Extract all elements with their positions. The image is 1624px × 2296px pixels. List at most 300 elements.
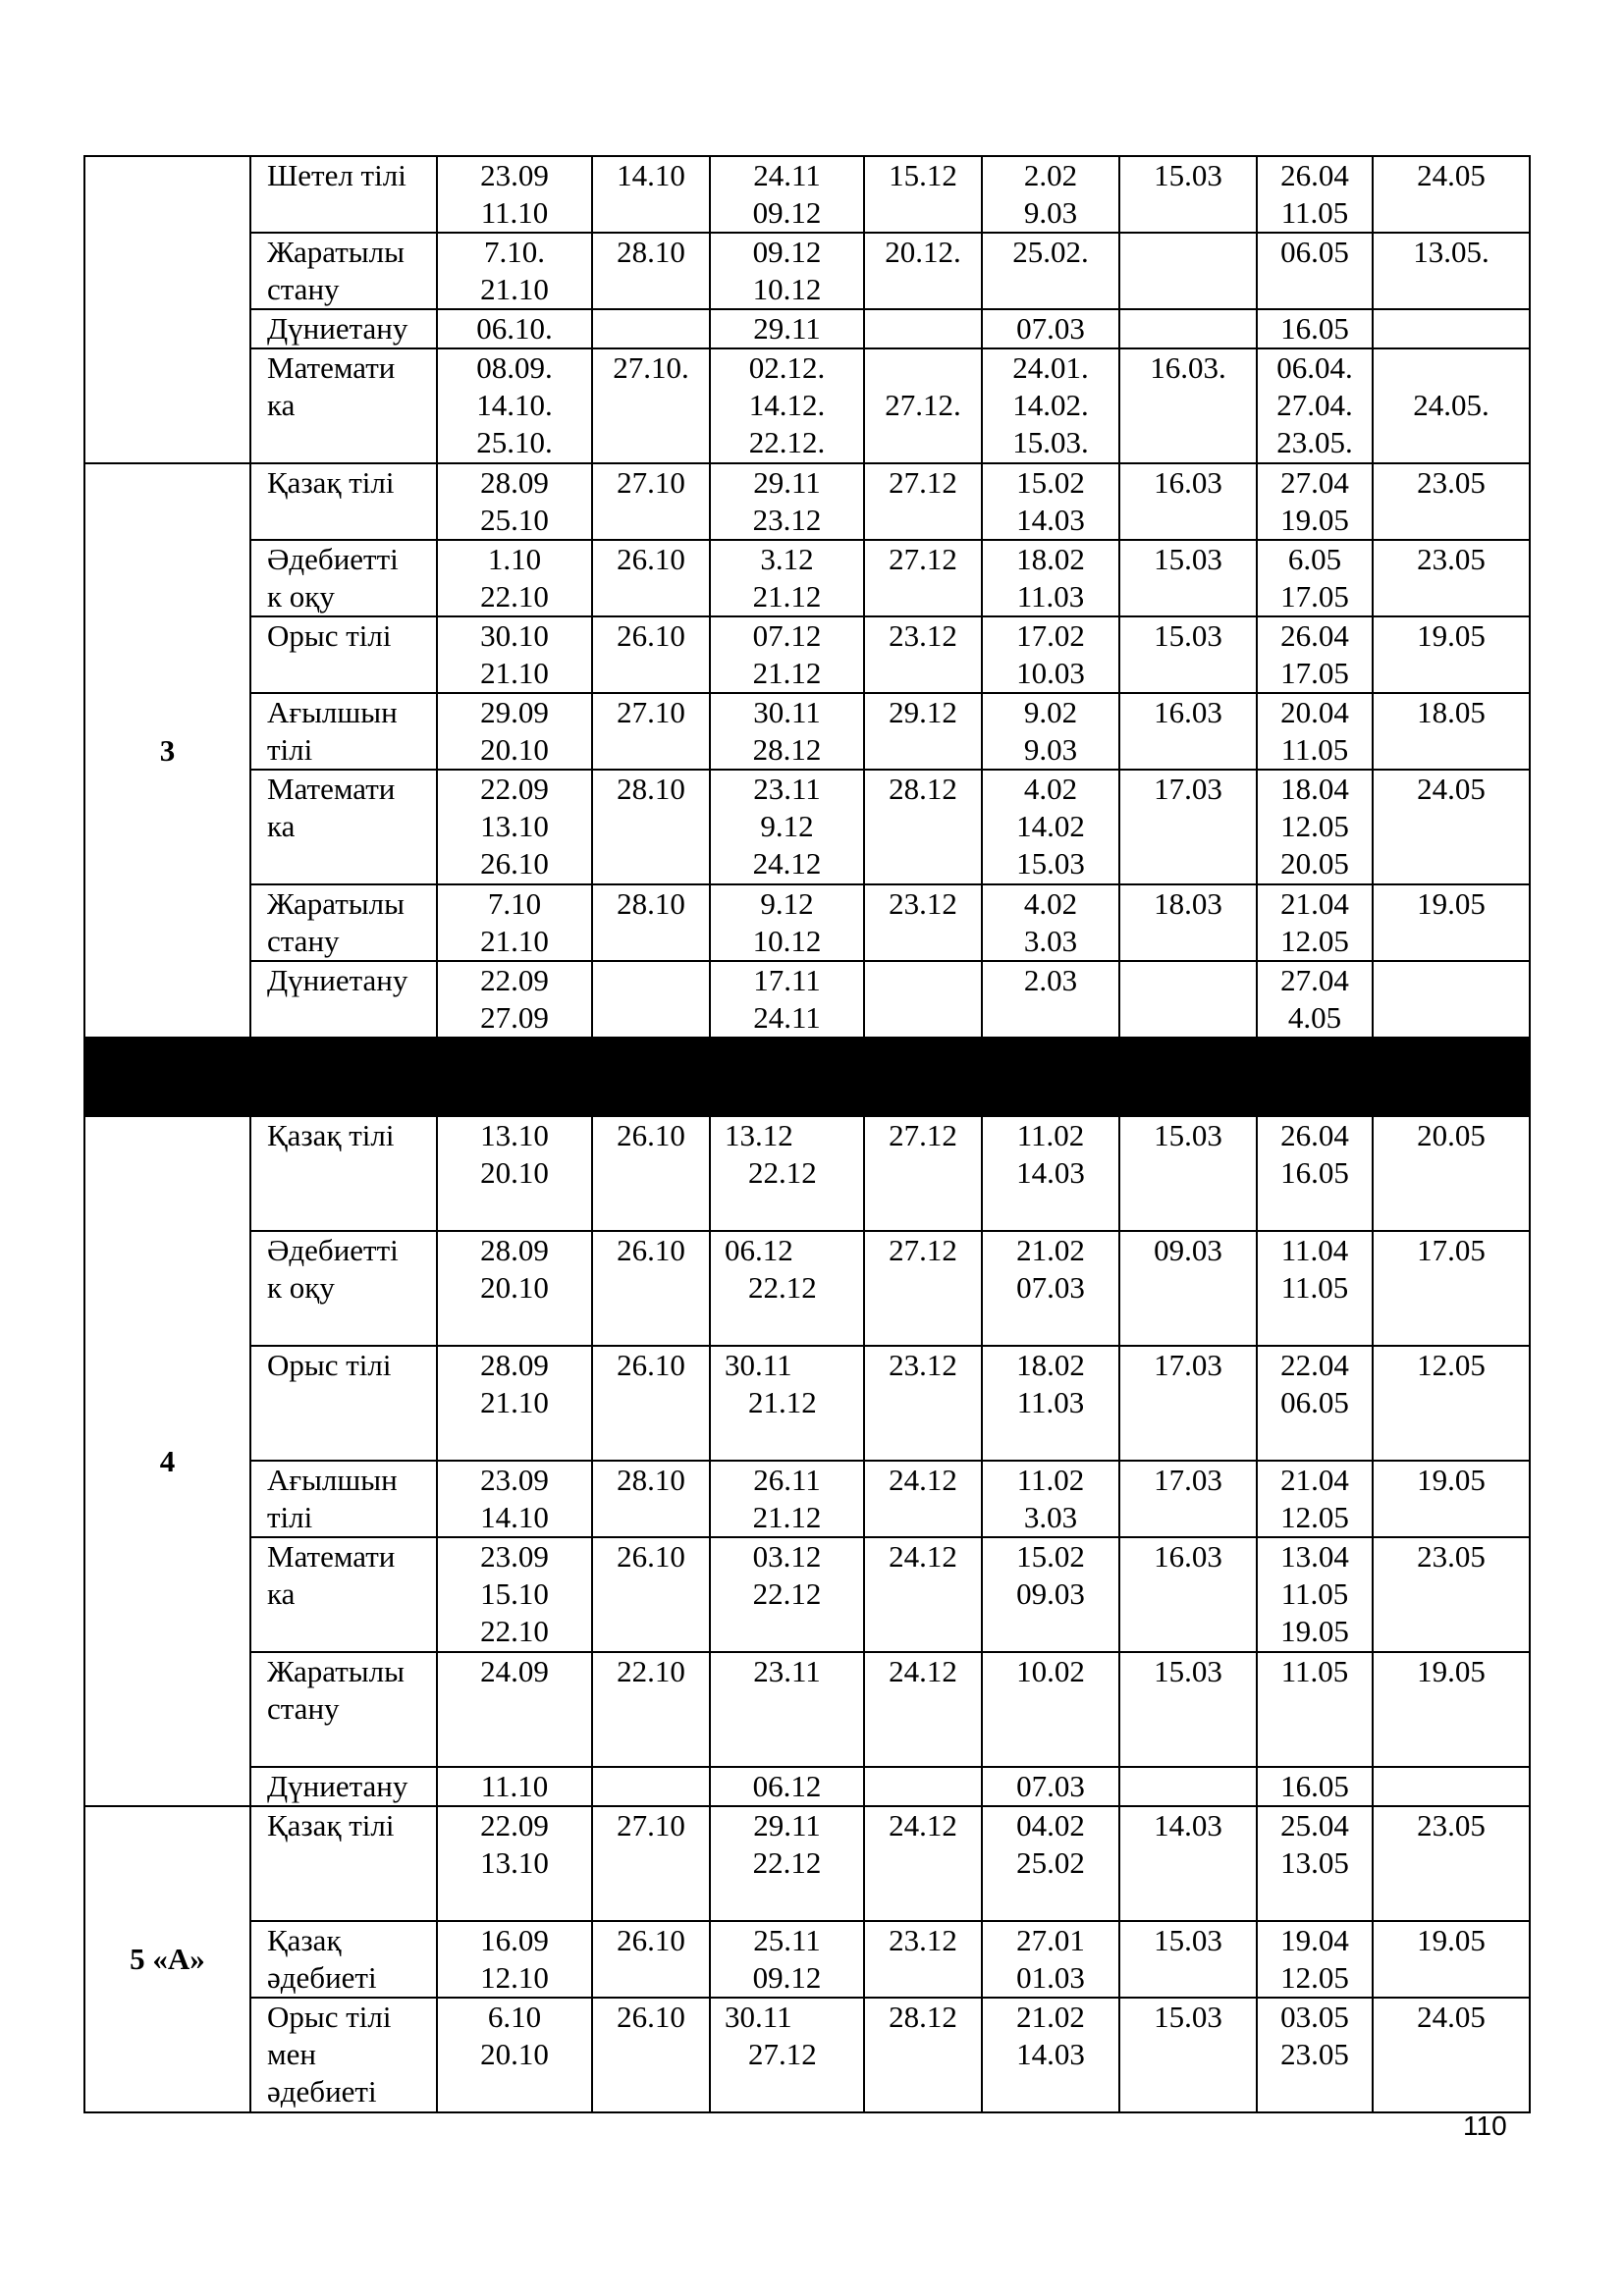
- date-cell: [592, 884, 710, 961]
- date-cell: [710, 1231, 864, 1346]
- table-row: [84, 1461, 1530, 1537]
- subject-line: Орыс тілі: [267, 1348, 392, 1382]
- date-line: 19.05: [1417, 618, 1486, 653]
- date-line: 4.02: [1023, 772, 1078, 806]
- separator-cell: [1257, 1038, 1373, 1077]
- date-line: 24.01.: [1012, 350, 1089, 385]
- date-cell: [437, 540, 592, 616]
- date-line: 23.05: [1417, 1808, 1486, 1842]
- date-cell: [982, 156, 1119, 233]
- date-line: 11.05: [1280, 1576, 1349, 1611]
- date-cell: [1257, 1921, 1373, 1998]
- subject-line: к оқу: [267, 579, 335, 614]
- date-cell: [1373, 463, 1530, 540]
- date-line: 26.10: [617, 1348, 685, 1382]
- date-line: 28.09: [480, 465, 549, 500]
- date-line: 22.09: [480, 963, 549, 997]
- date-cell: [982, 540, 1119, 616]
- date-line: 06.10.: [476, 311, 553, 346]
- date-cell: [982, 1767, 1119, 1806]
- date-line: 20.12.: [885, 235, 961, 269]
- date-cell: [592, 961, 710, 1038]
- subject-line: Ағылшын: [267, 1463, 398, 1497]
- date-cell: [982, 463, 1119, 540]
- table-row: [84, 309, 1530, 348]
- date-line: 28.10: [617, 235, 685, 269]
- date-line: 15.03: [1016, 846, 1085, 881]
- subject-cell: [250, 1998, 437, 2112]
- date-line: 4.05: [1287, 1000, 1342, 1035]
- date-cell: [1119, 1461, 1257, 1537]
- table-row: [84, 1231, 1530, 1346]
- date-line: 30.11: [725, 2000, 792, 2034]
- subject-line: Жаратылы: [267, 886, 405, 921]
- date-line: 13.10: [480, 1845, 549, 1880]
- date-cell: [437, 961, 592, 1038]
- subject-line: Ағылшын: [267, 695, 398, 729]
- date-line: 02.12.: [748, 350, 826, 385]
- subject-cell: [250, 463, 437, 540]
- date-cell: [864, 348, 982, 463]
- date-cell: [1373, 1806, 1530, 1921]
- subject-line: тілі: [267, 1500, 313, 1534]
- date-line: 28.10: [617, 772, 685, 806]
- date-line: 10.03: [1016, 656, 1085, 690]
- date-line: 22.04: [1280, 1348, 1349, 1382]
- date-cell: [710, 1652, 864, 1767]
- date-line: 27.10: [617, 465, 685, 500]
- date-line: 18.03: [1154, 886, 1222, 921]
- date-line: 21.10: [480, 272, 549, 306]
- date-line: 22.10: [617, 1654, 685, 1688]
- date-cell: [1373, 1767, 1530, 1806]
- date-line: 22.10: [480, 1614, 549, 1648]
- subject-cell: [250, 156, 437, 233]
- date-line: 19.05: [1280, 503, 1349, 537]
- date-line: 23.05: [1280, 2037, 1349, 2071]
- date-cell: [982, 616, 1119, 693]
- page-number: 110: [1463, 2110, 1507, 2141]
- date-line: 09.12: [752, 235, 822, 269]
- date-cell: [1257, 616, 1373, 693]
- separator-cell: [437, 1077, 592, 1116]
- date-line: 11.05: [1280, 195, 1349, 230]
- subject-cell: [250, 1652, 437, 1767]
- date-line: 15.03: [1154, 158, 1222, 192]
- date-line: 23.09: [480, 158, 549, 192]
- subject-line: ка: [267, 809, 296, 843]
- date-line: 13.12: [725, 1118, 793, 1152]
- date-line: 29.11: [753, 311, 821, 346]
- separator-cell: [1257, 1077, 1373, 1116]
- date-line: 23.05: [1417, 542, 1486, 576]
- subject-line: Математи: [267, 350, 396, 385]
- date-cell: [1119, 1537, 1257, 1652]
- date-cell: [1373, 884, 1530, 961]
- subject-cell: [250, 770, 437, 884]
- date-line: 21.10: [480, 656, 549, 690]
- date-line: 06.05: [1280, 235, 1349, 269]
- subject-line: Математи: [267, 1539, 396, 1574]
- subject-line: әдебиеті: [267, 1960, 377, 1995]
- date-cell: [710, 693, 864, 770]
- date-line: 03.05: [1280, 2000, 1349, 2034]
- date-cell: [592, 1921, 710, 1998]
- date-cell: [1373, 1346, 1530, 1461]
- date-line: 14.02.: [1012, 388, 1089, 422]
- date-line: 12.05: [1280, 924, 1349, 958]
- date-line: 6.05: [1287, 542, 1342, 576]
- subject-cell: [250, 616, 437, 693]
- date-line: 15.03: [1154, 1118, 1222, 1152]
- date-cell: [437, 1921, 592, 1998]
- date-line: 17.05: [1417, 1233, 1486, 1267]
- date-line: 07.03: [1016, 311, 1085, 346]
- date-cell: [1373, 540, 1530, 616]
- date-line: 01.03: [1016, 1960, 1085, 1995]
- subject-line: Әдебиетті: [267, 1233, 399, 1267]
- separator-cell: [84, 1077, 250, 1116]
- table-row: [84, 884, 1530, 961]
- date-cell: [710, 1806, 864, 1921]
- separator-cell: [864, 1038, 982, 1077]
- subject-line: стану: [267, 924, 340, 958]
- date-cell: [437, 884, 592, 961]
- date-line: [1374, 349, 1529, 387]
- subject-line: Шетел тілі: [267, 158, 406, 192]
- date-line: 27.12: [889, 465, 957, 500]
- date-line: 23.11: [753, 1654, 821, 1688]
- subject-cell: [250, 1116, 437, 1231]
- date-line: 16.05: [1280, 1769, 1349, 1803]
- date-cell: [1373, 1921, 1530, 1998]
- date-cell: [864, 616, 982, 693]
- subject-line: Дүниетану: [267, 311, 408, 346]
- date-line: 11.05: [1280, 1270, 1349, 1305]
- date-line: 24.12: [889, 1654, 957, 1688]
- date-line: 14.02: [1016, 809, 1085, 843]
- table-row: [84, 540, 1530, 616]
- date-cell: [437, 1767, 592, 1806]
- date-line: 26.11: [753, 1463, 821, 1497]
- table-row: [84, 1806, 1530, 1921]
- date-cell: [710, 770, 864, 884]
- date-line: 15.03: [1154, 542, 1222, 576]
- date-cell: [1119, 1116, 1257, 1231]
- date-line: 25.04: [1280, 1808, 1349, 1842]
- date-line: 08.09.: [476, 350, 553, 385]
- date-line: 23.09: [480, 1463, 549, 1497]
- date-cell: [1257, 884, 1373, 961]
- date-cell: [437, 1537, 592, 1652]
- date-line: 2.02: [1023, 158, 1078, 192]
- date-cell: [1257, 348, 1373, 463]
- subject-cell: [250, 540, 437, 616]
- date-line: 16.03: [1154, 1539, 1222, 1574]
- date-cell: [437, 233, 592, 309]
- date-line: 06.12: [725, 1233, 793, 1267]
- date-line: 22.12: [748, 1155, 817, 1190]
- date-cell: [982, 233, 1119, 309]
- date-cell: [710, 156, 864, 233]
- subject-cell: [250, 1537, 437, 1652]
- table-row: [84, 1921, 1530, 1998]
- date-cell: [864, 463, 982, 540]
- date-cell: [864, 309, 982, 348]
- date-line: 21.12: [752, 579, 822, 614]
- date-line: 22.10: [480, 579, 549, 614]
- date-line: 27.09: [480, 1000, 549, 1035]
- date-line: 13.05: [1280, 1845, 1349, 1880]
- date-cell: [710, 309, 864, 348]
- date-cell: [982, 1231, 1119, 1346]
- separator-cell: [1373, 1077, 1530, 1116]
- date-line: 25.10.: [476, 425, 553, 459]
- date-line: 13.04: [1280, 1539, 1349, 1574]
- date-line: 27.10.: [613, 350, 689, 385]
- date-line: 20.10: [480, 732, 549, 767]
- date-line: 11.02: [1016, 1463, 1085, 1497]
- date-line: 24.05.: [1413, 388, 1489, 422]
- subject-cell: [250, 348, 437, 463]
- table-row: [84, 616, 1530, 693]
- date-cell: [592, 1461, 710, 1537]
- date-cell: [710, 961, 864, 1038]
- date-cell: [710, 616, 864, 693]
- date-line: 18.02: [1016, 1348, 1085, 1382]
- date-line: 28.12: [889, 772, 957, 806]
- table-row: [84, 156, 1530, 233]
- subject-line: Орыс тілі: [267, 618, 392, 653]
- date-cell: [710, 1461, 864, 1537]
- date-line: 23.05: [1417, 1539, 1486, 1574]
- date-line: 14.10.: [476, 388, 553, 422]
- separator-row: [84, 1077, 1530, 1116]
- table-row: [84, 233, 1530, 309]
- subject-line: Әдебиетті: [267, 542, 399, 576]
- date-line: 09.03: [1154, 1233, 1222, 1267]
- subject-line: к оқу: [267, 1270, 335, 1305]
- date-line: 11.04: [1280, 1233, 1349, 1267]
- date-line: 15.10: [480, 1576, 549, 1611]
- date-line: 21.10: [480, 924, 549, 958]
- date-line: 10.12: [752, 924, 822, 958]
- date-line: 6.10: [487, 2000, 542, 2034]
- date-line: 15.03: [1154, 2000, 1222, 2034]
- date-cell: [982, 1652, 1119, 1767]
- date-cell: [1119, 1998, 1257, 2112]
- date-cell: [1257, 463, 1373, 540]
- date-line: 19.05: [1417, 1923, 1486, 1957]
- table-row: [84, 348, 1530, 463]
- date-line: 17.02: [1016, 618, 1085, 653]
- date-line: 09.12: [752, 195, 822, 230]
- date-line: 3.12: [760, 542, 814, 576]
- date-line: 28.09: [480, 1233, 549, 1267]
- date-cell: [1119, 1806, 1257, 1921]
- date-line: 27.12.: [885, 388, 961, 422]
- date-cell: [592, 770, 710, 884]
- date-line: 26.04: [1280, 618, 1349, 653]
- date-line: 21.12: [752, 656, 822, 690]
- date-line: 22.09: [480, 772, 549, 806]
- grade-cell: 3: [84, 463, 250, 1038]
- date-line: 19.05: [1280, 1614, 1349, 1648]
- date-cell: [592, 156, 710, 233]
- date-cell: [1373, 1652, 1530, 1767]
- date-line: 06.05: [1280, 1385, 1349, 1419]
- subject-line: ка: [267, 1576, 296, 1611]
- date-cell: [710, 540, 864, 616]
- date-line: 28.10: [617, 886, 685, 921]
- grade-cell: 4: [84, 1116, 250, 1806]
- date-line: 26.10: [617, 1118, 685, 1152]
- date-cell: [982, 1116, 1119, 1231]
- date-cell: [982, 770, 1119, 884]
- date-cell: [592, 1806, 710, 1921]
- date-line: 9.03: [1023, 195, 1078, 230]
- subject-cell: [250, 884, 437, 961]
- assessment-schedule-table: [83, 155, 1531, 2113]
- date-line: 26.10: [480, 846, 549, 881]
- date-cell: [1257, 1461, 1373, 1537]
- date-cell: [864, 1461, 982, 1537]
- date-cell: [1257, 309, 1373, 348]
- date-line: 17.11: [753, 963, 821, 997]
- date-cell: [437, 463, 592, 540]
- date-cell: [864, 770, 982, 884]
- date-cell: [1257, 1652, 1373, 1767]
- date-line: 18.04: [1280, 772, 1349, 806]
- date-cell: [982, 309, 1119, 348]
- date-cell: [982, 961, 1119, 1038]
- date-cell: [1257, 1767, 1373, 1806]
- date-line: 1.10: [487, 542, 542, 576]
- date-cell: [982, 1461, 1119, 1537]
- date-line: 17.03: [1154, 1463, 1222, 1497]
- date-cell: [437, 348, 592, 463]
- date-line: 11.03: [1016, 579, 1085, 614]
- table-row: [84, 463, 1530, 540]
- date-line: 27.12: [889, 1118, 957, 1152]
- date-line: 12.05: [1280, 809, 1349, 843]
- separator-cell: [592, 1038, 710, 1077]
- date-cell: [1119, 233, 1257, 309]
- date-line: 04.02: [1016, 1808, 1085, 1842]
- date-line: 17.03: [1154, 772, 1222, 806]
- date-cell: [710, 1921, 864, 1998]
- date-cell: [592, 540, 710, 616]
- date-line: 19.04: [1280, 1923, 1349, 1957]
- date-line: 11.05: [1280, 1654, 1349, 1688]
- table-row: [84, 1767, 1530, 1806]
- date-line: 26.10: [617, 1233, 685, 1267]
- date-line: 26.10: [617, 2000, 685, 2034]
- date-cell: [1373, 1998, 1530, 2112]
- date-line: 27.04.: [1276, 388, 1353, 422]
- table-row: [84, 1537, 1530, 1652]
- date-cell: [710, 463, 864, 540]
- subject-cell: [250, 1346, 437, 1461]
- date-line: 26.04: [1280, 158, 1349, 192]
- date-cell: [864, 1652, 982, 1767]
- date-line: 23.12: [889, 886, 957, 921]
- date-line: 06.12: [752, 1769, 822, 1803]
- date-line: 25.11: [753, 1923, 821, 1957]
- date-cell: [592, 463, 710, 540]
- date-line: 16.05: [1280, 311, 1349, 346]
- date-cell: [1119, 693, 1257, 770]
- date-cell: [1119, 156, 1257, 233]
- date-line: 20.10: [480, 1155, 549, 1190]
- separator-cell: [1119, 1038, 1257, 1077]
- date-cell: [710, 1767, 864, 1806]
- date-line: 21.04: [1280, 886, 1349, 921]
- separator-cell: [250, 1077, 437, 1116]
- date-cell: [1257, 156, 1373, 233]
- date-line: 11.02: [1016, 1118, 1085, 1152]
- date-cell: [592, 1537, 710, 1652]
- date-line: 11.05: [1280, 732, 1349, 767]
- date-line: 26.04: [1280, 1118, 1349, 1152]
- date-cell: [592, 309, 710, 348]
- date-cell: [592, 1346, 710, 1461]
- date-cell: [592, 1652, 710, 1767]
- date-line: 28.12: [752, 732, 822, 767]
- date-line: 17.05: [1280, 656, 1349, 690]
- date-cell: [864, 1921, 982, 1998]
- table-row: [84, 1652, 1530, 1767]
- date-cell: [864, 1346, 982, 1461]
- date-cell: [1257, 961, 1373, 1038]
- date-cell: [437, 616, 592, 693]
- date-line: 17.05: [1280, 579, 1349, 614]
- date-cell: [437, 1231, 592, 1346]
- date-cell: [437, 156, 592, 233]
- date-line: 27.01: [1016, 1923, 1085, 1957]
- date-line: 14.10: [480, 1500, 549, 1534]
- date-line: 14.03: [1016, 1155, 1085, 1190]
- date-cell: [1373, 1461, 1530, 1537]
- date-line: 30.11: [725, 1348, 792, 1382]
- table-body: [84, 156, 1530, 2112]
- separator-cell: [1373, 1038, 1530, 1077]
- date-line: 21.12: [748, 1385, 817, 1419]
- date-line: 15.02: [1016, 1539, 1085, 1574]
- date-line: 26.10: [617, 1923, 685, 1957]
- subject-cell: [250, 1461, 437, 1537]
- date-cell: [864, 1116, 982, 1231]
- date-line: 06.04.: [1276, 350, 1353, 385]
- date-line: 16.03: [1154, 695, 1222, 729]
- date-cell: [592, 1231, 710, 1346]
- separator-cell: [982, 1077, 1119, 1116]
- date-line: 15.03.: [1012, 425, 1089, 459]
- date-cell: [864, 693, 982, 770]
- date-line: 24.09: [480, 1654, 549, 1688]
- date-cell: [1257, 233, 1373, 309]
- date-line: 20.05: [1280, 846, 1349, 881]
- date-line: 14.03: [1016, 2037, 1085, 2071]
- schedule-sheet: [83, 155, 1529, 2113]
- grade-cell: 5 «А»: [84, 1806, 250, 2112]
- table-row: [84, 1116, 1530, 1231]
- date-cell: [592, 616, 710, 693]
- date-line: 28.12: [889, 2000, 957, 2034]
- date-cell: [1257, 1231, 1373, 1346]
- separator-cell: [84, 1038, 250, 1077]
- date-cell: [1373, 1231, 1530, 1346]
